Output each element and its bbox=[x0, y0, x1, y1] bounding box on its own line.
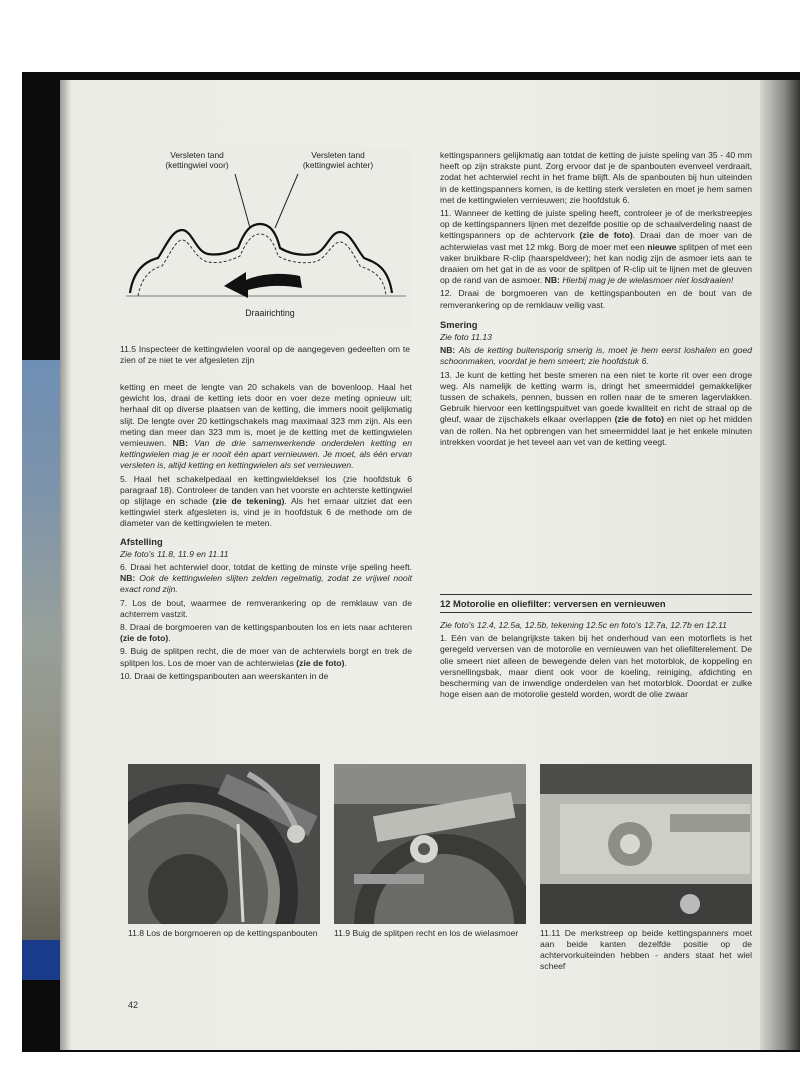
sprocket-drawing bbox=[120, 148, 412, 330]
section-12-title: 12 Motorolie en oliefilter: verversen en vernieuwen bbox=[440, 598, 666, 609]
smering-note: NB: Als de ketting buitensporig smerig is, moet je hem eerst loshalen en goed schoonmaken, voordat je hem smeert; zie hoofdstuk 6. bbox=[440, 345, 752, 367]
right-text-column bbox=[440, 150, 752, 450]
paragraph-10: 10. Draai de kettingspanbouten aan weerskanten in de bbox=[120, 670, 329, 681]
photo-11-8 bbox=[128, 764, 320, 924]
paragraph-8: 8. Draai de borgmoeren van de kettingspanbouten los en iets naar achteren (zie de foto). bbox=[120, 622, 412, 644]
background-photo-strip bbox=[22, 360, 60, 980]
photo-11-9 bbox=[334, 764, 526, 924]
heading-afstelling: Afstelling bbox=[120, 535, 163, 547]
sprocket-wear-diagram bbox=[120, 148, 412, 330]
paragraph-7: 7. Los de bout, waarmee de remverankering op de remklauw van de achterrem vastzit. bbox=[120, 597, 412, 619]
page-spine-shadow bbox=[60, 80, 70, 1050]
paragraph-9: 9. Buig de splitpen recht, die de moer van de achterwiels borgt en trek de splitpen los. Los de moer van de achterwielas (zie de foto). bbox=[120, 646, 412, 668]
section-12-reference: Zie foto's 12.4, 12.5a, 12.5b, tekening 12.5c en foto's 12.7a, 12.7b en 12.11 bbox=[440, 620, 727, 630]
heading-smering: Smering bbox=[440, 318, 478, 330]
paragraph-4-cont: ketting en meet de lengte van 20 schakels van de bovenloop. Haal het gewicht los, draai de ketting iets door en voer deze meting opnieuw uit; herhaal dit op diverse plaatsen van de ketting, die immers nooit gelijkmatig slijt. De lengte over 20 kettingschakels mag maximaal 323 mm zijn. Als een meting dan meer dan 323 mm is, moet je de ketting met de kettingwielen vernieuwen. NB: Van de drie samenwerkende onderdelen ketting en kettingwielen mag je er nooit één apart vernieuwen. Je moet, als één ervan versleten is, altijd ketting en kettingwielen als set vernieuwen. bbox=[120, 382, 412, 471]
diagram-label-direction: Draairichting bbox=[245, 308, 295, 318]
section-12-paragraph-1: 1. Eén van de belangrijkste taken bij het onderhoud van een motorfiets is het geregeld verversen van de motorolie en vernieuwen van het oliefilterelement. De olie smeert niet alleen de bewegende delen van het motorblok, de koppeling en versnellingsbak, maar dient ook voor de koeling, reiniging, afdichting en bescherming van de inwendige onderdelen van het motorblok. Doordat er zulke hoge eisen aan de motorolie gesteld worden, wordt de olie zwaar bbox=[440, 633, 752, 700]
section-divider-bottom bbox=[440, 612, 752, 613]
section-12-text bbox=[440, 620, 752, 702]
photo-11-9-image bbox=[334, 764, 526, 924]
smering-reference: Zie foto 11.13 bbox=[440, 332, 492, 343]
caption-11-5: 11.5 Inspecteer de kettingwielen vooral op de aangegeven gedeelten om te zien of ze niet te ver afgesleten zijn bbox=[120, 344, 410, 365]
page-curl-edge bbox=[760, 80, 800, 1050]
paragraph-10-cont: kettingspanners gelijkmatig aan totdat de ketting de juiste speling van 35 - 40 mm heeft op zijn strakste punt. Zorg ervoor dat je de spanbouten evenveel verdraait, zodat het achterwiel recht in het frame blijft. Als de spanbouten bij hun uiteinden in de kettingspanners komen, is de ketting sterk versleten en moet je hem samen met de kettingwielen vernieuwen; zie hoofdstuk 6. bbox=[440, 150, 752, 205]
photo-11-8-image bbox=[128, 764, 320, 924]
diagram-label-front: Versleten tand (kettingwiel voor) bbox=[165, 150, 229, 170]
paragraph-5: 5. Haal het schakelpedaal en kettingwieldeksel los (zie hoofdstuk 6 paragraaf 18). Controleer de tanden van het voorste en achterste kettingwiel op slijtage en schade (zie de tekening). Als het ernaar uitziet dat een kettingwiel sterk afgesleten is, vind je in hoofdstuk 6 de methode om de diameter van de kettingwielen te meten. bbox=[120, 473, 413, 529]
diagram-label-rear: Versleten tand (kettingwiel achter) bbox=[302, 150, 374, 170]
paragraph-13: 13. Je kunt de ketting het beste smeren na een niet te korte rit over een droge weg. Als namelijk de ketting warm is, dringt het smeermiddel gemakkelijker tussen de schakels, pennen, bussen en rollen naar de te smeren lagervlakken. Gebruik hiervoor een kettingspuitvet van goede kwaliteit en richt de straal op de gleuf, waar de zijschakels elkaar overlappen (zie de foto) en niet op het midden van de rollen. Na het opbrengen van het smeermiddel laat je het enkele minuten intrekken voordat je het teveel aan vet van de ketting veegt. bbox=[440, 369, 752, 447]
paragraph-11: 11. Wanneer de ketting de juiste speling heeft, controleer je of de merkstreepjes op de kettingspanners lijnen met dezelfde positie op de schaalverdeling naast de kettingspanners op de achtervork (zie de foto). Draai dan de moer van de achterwielas vast met 12 mkg. Borg de moer met een nieuwe splitpen of met een vaker bruikbare R-clip (haarspeldveer); het kan nodig zijn de asmoer iets aan te draaien om het gat in de as voor de splitpen of R-clip uit te lijnen met de gleuven op de rand van de asmoer. NB: Hierbij mag je de wielasmoer niet losdraaien! bbox=[440, 208, 753, 286]
caption-11-8: 11.8 Los de borgmoeren op de kettingspanbouten bbox=[128, 928, 318, 938]
caption-11-11: 11.11 De merkstreep op beide kettingspanners moet aan beide kanten dezelfde positie op de achtervorkuiteinden hebben - anders staat het wiel scheef bbox=[540, 928, 752, 971]
caption-11-9: 11.9 Buig de splitpen recht en los de wielasmoer bbox=[334, 928, 519, 938]
left-text-column bbox=[120, 382, 412, 684]
photo-11-11 bbox=[540, 764, 752, 924]
background-blue-strip bbox=[22, 940, 60, 980]
paragraph-12: 12. Draai de borgmoeren van de kettingspanbouten en de bout van de remverankering op de remklauw veilig vast. bbox=[440, 288, 752, 310]
afstelling-reference: Zie foto's 11.8, 11.9 en 11.11 bbox=[120, 548, 229, 559]
photo-11-11-image bbox=[540, 764, 752, 924]
paragraph-6: 6. Draai het achterwiel door, totdat de ketting de minste vrije speling heeft. NB: Ook de kettingwielen slijten zelden regelmatig, zodat ze vrijwel nooit exact rond zijn. bbox=[120, 562, 413, 595]
page-number: 42 bbox=[128, 1000, 139, 1010]
section-divider-top bbox=[440, 594, 752, 595]
